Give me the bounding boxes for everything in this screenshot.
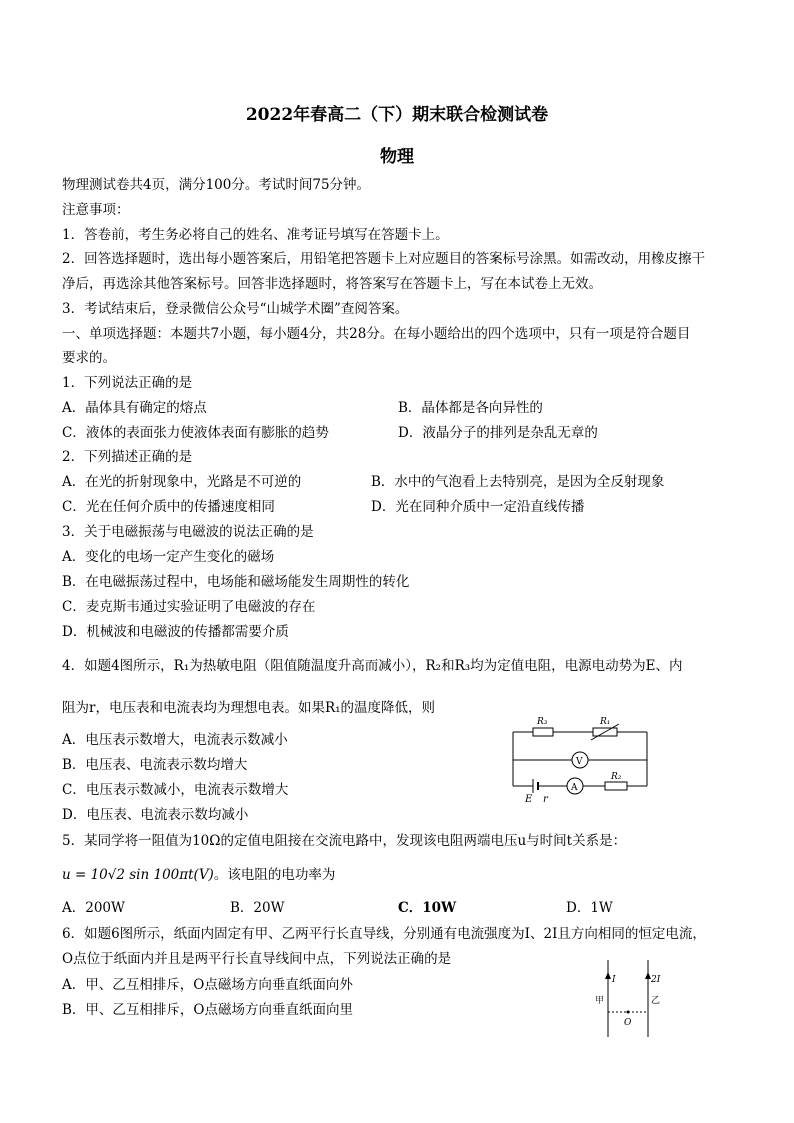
q6-stem-1: 6．如题6图所示，纸面内固定有甲、乙两平行长直导线，分别通有电流强度为I、2I且方向相同的恒定电流， (62, 926, 706, 942)
section-1-heading: 一、单项选择题：本题共7小题，每小题4分，共28分。在每小题给出的四个选项中，只有一项是符合题目 (62, 326, 691, 342)
current-arrow-jia (605, 972, 611, 979)
q3-option-a: A．变化的电场一定产生变化的磁场 (62, 549, 275, 565)
q4-stem-2: 阻为r，电压表和电流表均为理想电表。如果R₁的温度降低，则 (62, 700, 436, 716)
r2-label: R₂ (611, 772, 622, 782)
q5-option-a: A．200W (62, 900, 125, 916)
q4-option-b: B．电压表、电流表示数均增大 (62, 757, 248, 773)
q6-wires-diagram (588, 955, 668, 1040)
q6-stem-2: O点位于纸面内并且是两平行长直导线间中点，下列说法正确的是 (62, 951, 452, 967)
r3-label: R₃ (537, 717, 548, 727)
q5-stem-2: 。该电阻的电功率为 (213, 867, 336, 883)
q6-option-b: B．甲、乙互相排斥，O点磁场方向垂直纸面向里 (62, 1002, 353, 1018)
r3-resistor (533, 728, 553, 736)
q1-option-d: D．液晶分子的排列是杂乱无章的 (398, 425, 598, 441)
q5-option-d: D．1W (566, 900, 613, 916)
internal-resistance-label: r (543, 794, 548, 805)
q3-stem: 3．关于电磁振荡与电磁波的说法正确的是 (62, 524, 314, 540)
q5-option-b: B．20W (230, 900, 285, 916)
q1-option-b: B．晶体都是各向异性的 (398, 400, 543, 416)
q4-stem-1: 4．如题4图所示，R₁为热敏电阻（阻值随温度升高而减小），R₂和R₃均为定值电阻，电源电动势为E、内 (62, 658, 683, 674)
section-1-heading-cont: 要求的。 (62, 350, 116, 366)
q1-option-c: C．液体的表面张力使液体表面有膨胀的趋势 (62, 425, 329, 441)
wire-jia-label: 甲 (595, 996, 605, 1006)
q2-option-b: B．水中的气泡看上去特别亮，是因为全反射现象 (371, 474, 665, 490)
point-o-label: O (624, 1018, 632, 1028)
r2-resistor (605, 782, 627, 790)
q3-option-d: D．机械波和电磁波的传播都需要介质 (62, 624, 289, 640)
q2-option-c: C．光在任何介质中的传播速度相同 (62, 499, 275, 515)
q4-option-c: C．电压表示数减小，电流表示数增大 (62, 782, 289, 798)
notice-2a: 2．回答选择题时，选出每小题答案后，用铅笔把答题卡上对应题目的答案标号涂黑。如需改动，用橡皮擦干 (62, 251, 706, 267)
emf-label: E (525, 794, 533, 805)
notice-3: 3．考试结束后，登录微信公众号“山城学术圈”查阅答案。 (62, 301, 409, 317)
ammeter-label: A (571, 783, 578, 793)
notice-title: 注意事项： (62, 202, 130, 218)
q3-option-b: B．在电磁振荡过程中，电场能和磁场能发生周期性的转化 (62, 574, 410, 590)
notice-2b: 净后，再选涂其他答案标号。回答非选择题时，将答案写在答题卡上，写在本试卷上无效。 (62, 276, 602, 292)
q5-stem-1: 5．某同学将一阻值为10Ω的定值电阻接在交流电路中，发现该电阻两端电压u与时间t关系是： (62, 833, 627, 849)
subject-title: 物理 (380, 147, 414, 167)
q3-option-c: C．麦克斯韦通过实验证明了电磁波的存在 (62, 599, 316, 615)
r1-label: R₁ (600, 717, 611, 727)
q5-option-c: C．10W (398, 900, 457, 916)
notice-1: 1．答卷前，考生务必将自己的姓名、准考证号填写在答题卡上。 (62, 227, 449, 243)
q2-option-d: D．光在同种介质中一定沿直线传播 (371, 499, 585, 515)
current-i-label: I (612, 975, 616, 985)
point-o (627, 1011, 630, 1014)
q2-option-a: A．在光的折射现象中，光路是不可逆的 (62, 474, 302, 490)
q5-formula-line (62, 866, 335, 884)
q2-stem: 2．下列描述正确的是 (62, 449, 193, 465)
q5-formula: u = 10√2 sin 100πt(V) (62, 867, 214, 883)
q4-option-d: D．电压表、电流表示数均减小 (62, 807, 249, 823)
q6-option-a: A．甲、乙互相排斥，O点磁场方向垂直纸面向外 (62, 977, 353, 993)
intro-line: 物理测试卷共4页，满分100分。考试时间75分钟。 (62, 177, 371, 193)
q1-option-a: A．晶体具有确定的熔点 (62, 400, 207, 416)
wire-yi-label: 乙 (651, 996, 661, 1006)
q1-stem: 1．下列说法正确的是 (62, 375, 193, 391)
q4-circuit-diagram (505, 712, 655, 807)
current-2i-label: 2I (651, 975, 661, 985)
page-title: 2022年春高二（下）期末联合检测试卷 (245, 105, 549, 125)
q4-option-a: A．电压表示数增大，电流表示数减小 (62, 732, 288, 748)
voltmeter-label: V (576, 757, 583, 767)
